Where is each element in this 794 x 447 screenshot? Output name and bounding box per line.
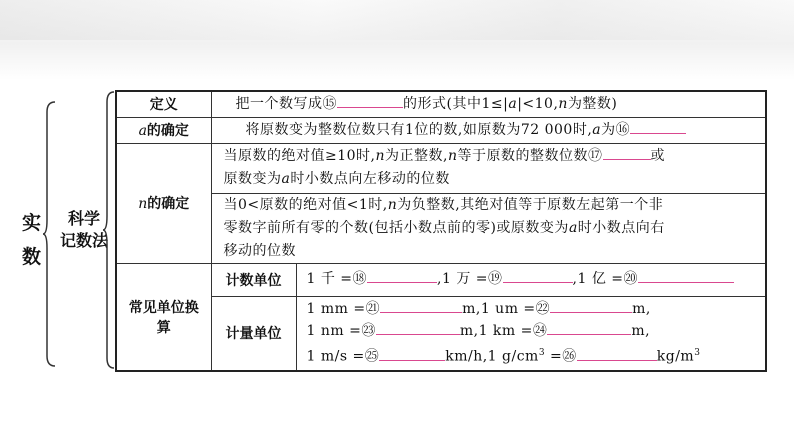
m3-sup-2: 3 — [694, 348, 701, 359]
answer-blank-23[interactable] — [376, 320, 460, 335]
sub-label-measure-units: 计量单位 — [211, 296, 296, 371]
definition-cell — [211, 91, 766, 117]
table-row-n-determination-positive — [116, 143, 766, 193]
sub-label-count-units: 计数单位 — [211, 263, 296, 296]
measure-units-cell — [296, 296, 766, 371]
blank-number-26: ㉖ — [562, 349, 577, 366]
n-neg-var-n: n — [387, 196, 398, 213]
n-neg-var-a: a — [568, 219, 578, 236]
answer-blank-20[interactable] — [638, 268, 734, 283]
table-row-measure-units — [116, 296, 766, 371]
count-text-2: ,1 万 = — [437, 271, 489, 287]
count-units-cell — [296, 263, 766, 296]
a-det-text-2: 为 — [601, 121, 616, 138]
label-n-rest: 的确定 — [147, 196, 190, 212]
n-neg-text-2: 为负整数,其绝对值等于原数左起第一个非 — [397, 196, 664, 213]
n-pos-text-3: 等于原数的整数位数 — [457, 148, 589, 164]
table-row-n-determination-negative — [116, 193, 766, 263]
m3-text-3: = — [545, 349, 563, 366]
def-var-n: n — [558, 95, 568, 112]
header-band — [0, 0, 794, 80]
n-neg-text-5: 移动的位数 — [223, 242, 296, 259]
n-neg-text-3: 零数字前所有零的个数(包括小数点前的零)或原数变为 — [223, 219, 569, 236]
row-label-n-determination — [116, 143, 211, 263]
blank-number-24: ㉔ — [532, 323, 548, 340]
blank-number-18: ⑱ — [352, 271, 368, 287]
a-det-text-1: 将原数变为整数位数只有1位的数,如原数为72 000时, — [245, 121, 593, 138]
blank-number-22: ㉒ — [535, 301, 551, 318]
def-text-2: 的形式(其中1≤| — [403, 95, 509, 112]
a-det-var-a: a — [592, 121, 602, 138]
table-row-a-determination — [116, 117, 766, 143]
table-row-definition — [116, 91, 766, 117]
n-pos-text-1: 当原数的绝对值≥10时, — [223, 148, 376, 164]
label-a-rest: 的确定 — [146, 123, 189, 139]
n-pos-text-5: 原数变为 — [223, 171, 282, 187]
m2-text-2: m,1 km = — [459, 323, 533, 340]
count-text-1: 1 千 = — [306, 271, 353, 287]
def-text-4: 为整数) — [567, 95, 618, 112]
m3-text-1: 1 m/s = — [306, 349, 365, 366]
m1-text-1: 1 mm = — [306, 301, 366, 318]
n-pos-var-n2: n — [447, 148, 458, 164]
blank-number-17: ⑰ — [588, 148, 603, 164]
answer-blank-26[interactable] — [577, 346, 657, 361]
real-number-char-1: 实 — [22, 212, 42, 234]
def-var-a: a — [508, 95, 518, 112]
blank-number-21: ㉑ — [365, 301, 381, 318]
label-var-n: n — [138, 196, 148, 212]
answer-blank-24[interactable] — [547, 320, 631, 335]
m3-text-4: kg/m — [656, 349, 695, 366]
notation-table — [115, 90, 767, 372]
blank-number-19: ⑲ — [488, 271, 503, 287]
real-number-char-2: 数 — [22, 246, 42, 268]
m3-sup-1: 3 — [538, 348, 546, 359]
count-text-3: ,1 亿 = — [572, 271, 624, 287]
row-label-unit-conversion: 常见单位换算 — [116, 263, 211, 371]
m1-text-2: m,1 um = — [462, 301, 536, 318]
n-pos-var-n1: n — [375, 148, 386, 164]
row-label-a-determination — [116, 117, 211, 143]
label-var-a: a — [138, 123, 147, 139]
n-pos-text-2: 为正整数, — [385, 148, 448, 164]
a-determination-cell — [211, 117, 766, 143]
def-text-3: |<10, — [517, 95, 559, 112]
answer-blank-19[interactable] — [503, 268, 573, 283]
n-pos-text-4: 或 — [650, 148, 666, 164]
inner-brace-icon — [103, 90, 115, 370]
n-pos-var-a: a — [281, 171, 291, 187]
answer-blank-18[interactable] — [367, 268, 437, 283]
n-positive-cell — [211, 143, 766, 193]
m2-text-3: m, — [631, 323, 651, 340]
blank-number-15: ⑮ — [322, 95, 337, 112]
scientific-notation-line1: 科学 — [67, 209, 100, 228]
blank-number-23: ㉓ — [361, 323, 376, 340]
row-label-definition: 定义 — [116, 91, 211, 117]
answer-blank-22[interactable] — [550, 298, 632, 313]
def-text-1: 把一个数写成 — [235, 95, 323, 112]
m2-text-1: 1 nm = — [306, 323, 362, 340]
answer-blank-17[interactable] — [603, 145, 651, 160]
blank-number-25: ㉕ — [364, 349, 380, 366]
answer-blank-15[interactable] — [337, 93, 403, 108]
n-neg-text-1: 当0<原数的绝对值<1时, — [223, 196, 388, 213]
answer-blank-21[interactable] — [380, 298, 462, 313]
outer-brace-icon — [43, 100, 57, 368]
blank-number-16: ⑯ — [615, 121, 631, 138]
m3-text-2: km/h,1 g/cm — [445, 349, 539, 366]
answer-blank-25[interactable] — [379, 346, 445, 361]
n-neg-text-4: 时小数点向右 — [577, 219, 665, 236]
scientific-notation-line2: 记数法 — [59, 231, 108, 250]
table-row-count-units — [116, 263, 766, 296]
n-negative-cell — [211, 193, 766, 263]
m1-text-3: m, — [632, 301, 651, 318]
blank-number-20: ⑳ — [623, 271, 639, 287]
n-pos-text-6: 时小数点向左移动的位数 — [290, 171, 450, 187]
answer-blank-16[interactable] — [630, 119, 686, 134]
